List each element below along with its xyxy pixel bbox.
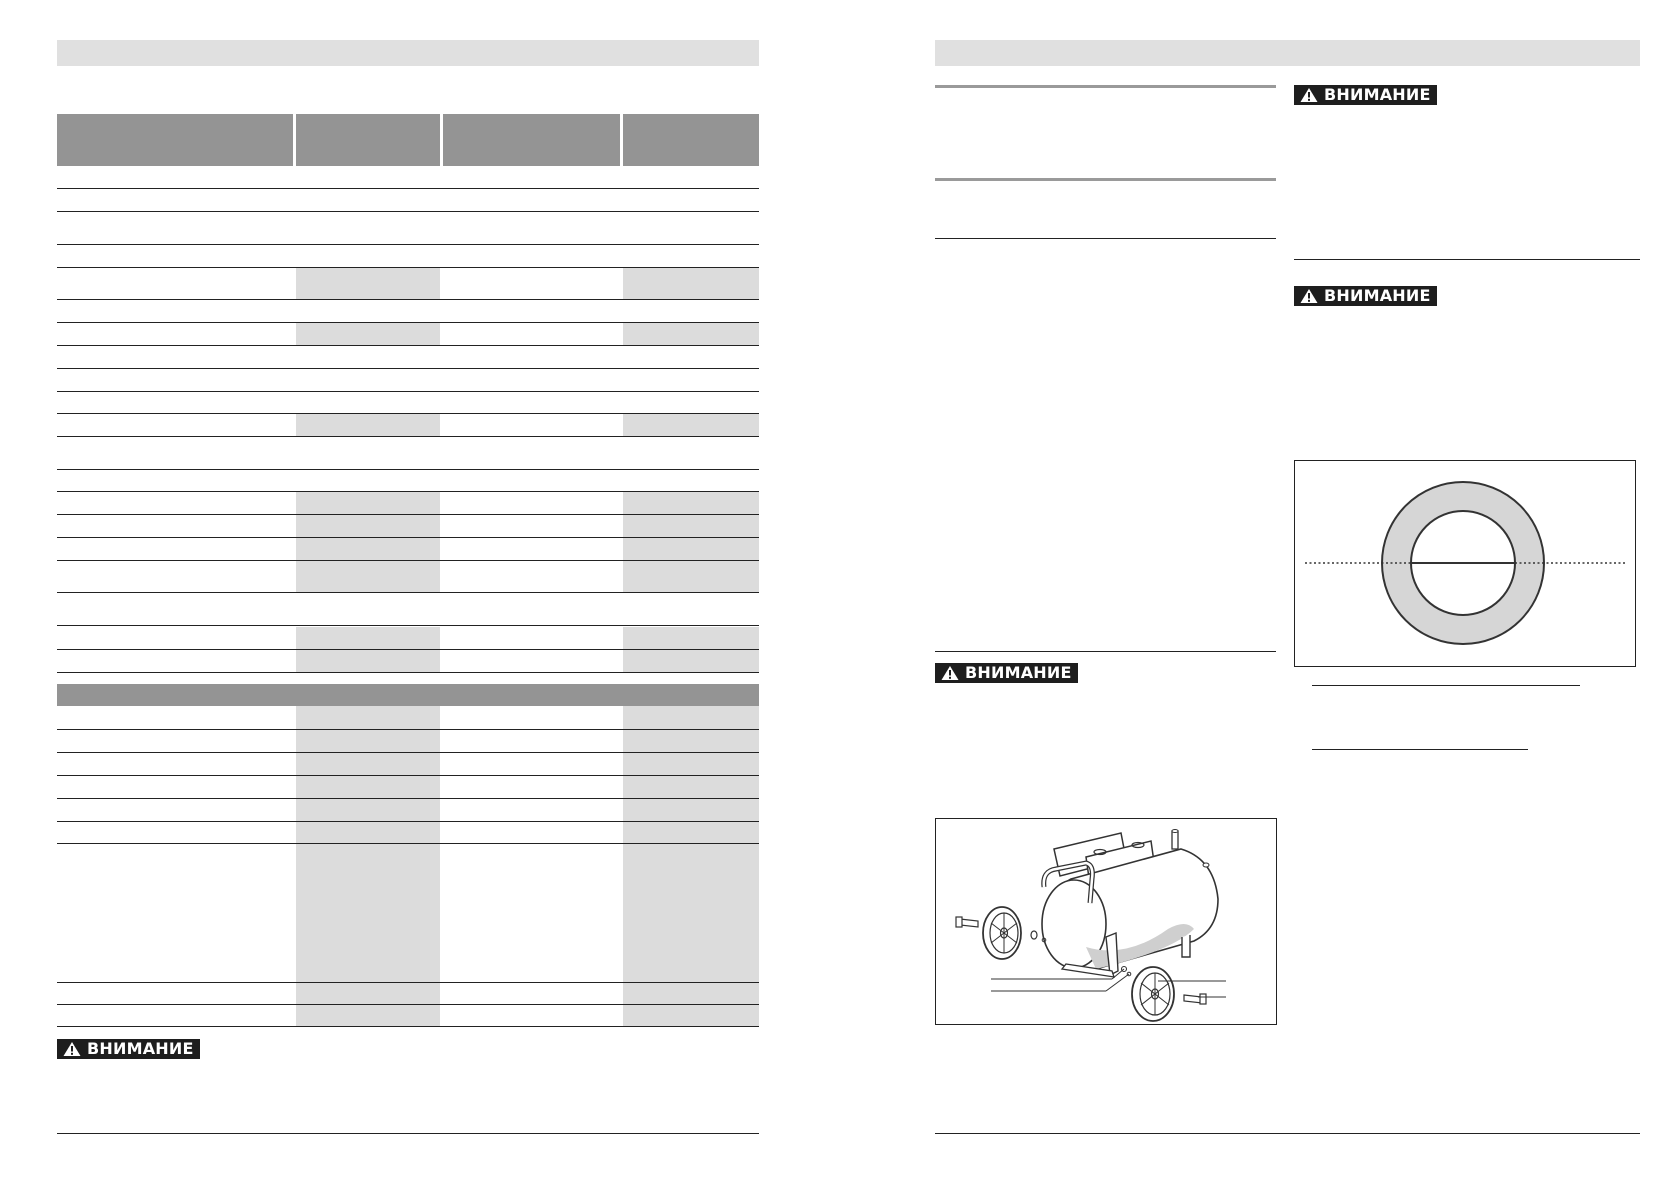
section-divider: [935, 238, 1276, 239]
table-header-cell: [623, 114, 759, 166]
table-header-cell: [57, 114, 293, 166]
caption-underline: [1312, 685, 1580, 686]
left-page-header-bar: [57, 40, 759, 66]
warning-label-second-right: [1294, 286, 1437, 306]
warning-text: ВНИМАНИЕ: [87, 1039, 194, 1058]
ring-illustration: [1295, 461, 1635, 666]
section-divider: [935, 178, 1276, 181]
table-header-cell: [443, 114, 620, 166]
warning-text: ВНИМАНИЕ: [1324, 286, 1431, 305]
section-divider: [935, 85, 1276, 88]
warning-triangle-icon: [1300, 87, 1318, 103]
warning-label-middle: [935, 663, 1078, 683]
table-section-band: [57, 684, 759, 706]
ring-cross-section-figure: [1294, 460, 1636, 667]
right-page-footer-line: [935, 1133, 1640, 1134]
warning-triangle-icon: [1300, 288, 1318, 304]
warning-label-top-right: [1294, 85, 1437, 105]
left-page-footer-line: [57, 1133, 759, 1134]
section-divider: [935, 651, 1276, 652]
warning-text: ВНИМАНИЕ: [1324, 85, 1431, 104]
section-divider: [1294, 259, 1640, 260]
compressor-tank-illustration: [936, 819, 1276, 1024]
right-page-header-bar: [935, 40, 1640, 66]
warning-label-left: [57, 1039, 200, 1059]
table-header-cell: [296, 114, 440, 166]
warning-triangle-icon: [941, 665, 959, 681]
caption-underline: [1312, 749, 1528, 750]
tank-assembly-figure: [935, 818, 1277, 1025]
warning-triangle-icon: [63, 1041, 81, 1057]
warning-text: ВНИМАНИЕ: [965, 663, 1072, 682]
